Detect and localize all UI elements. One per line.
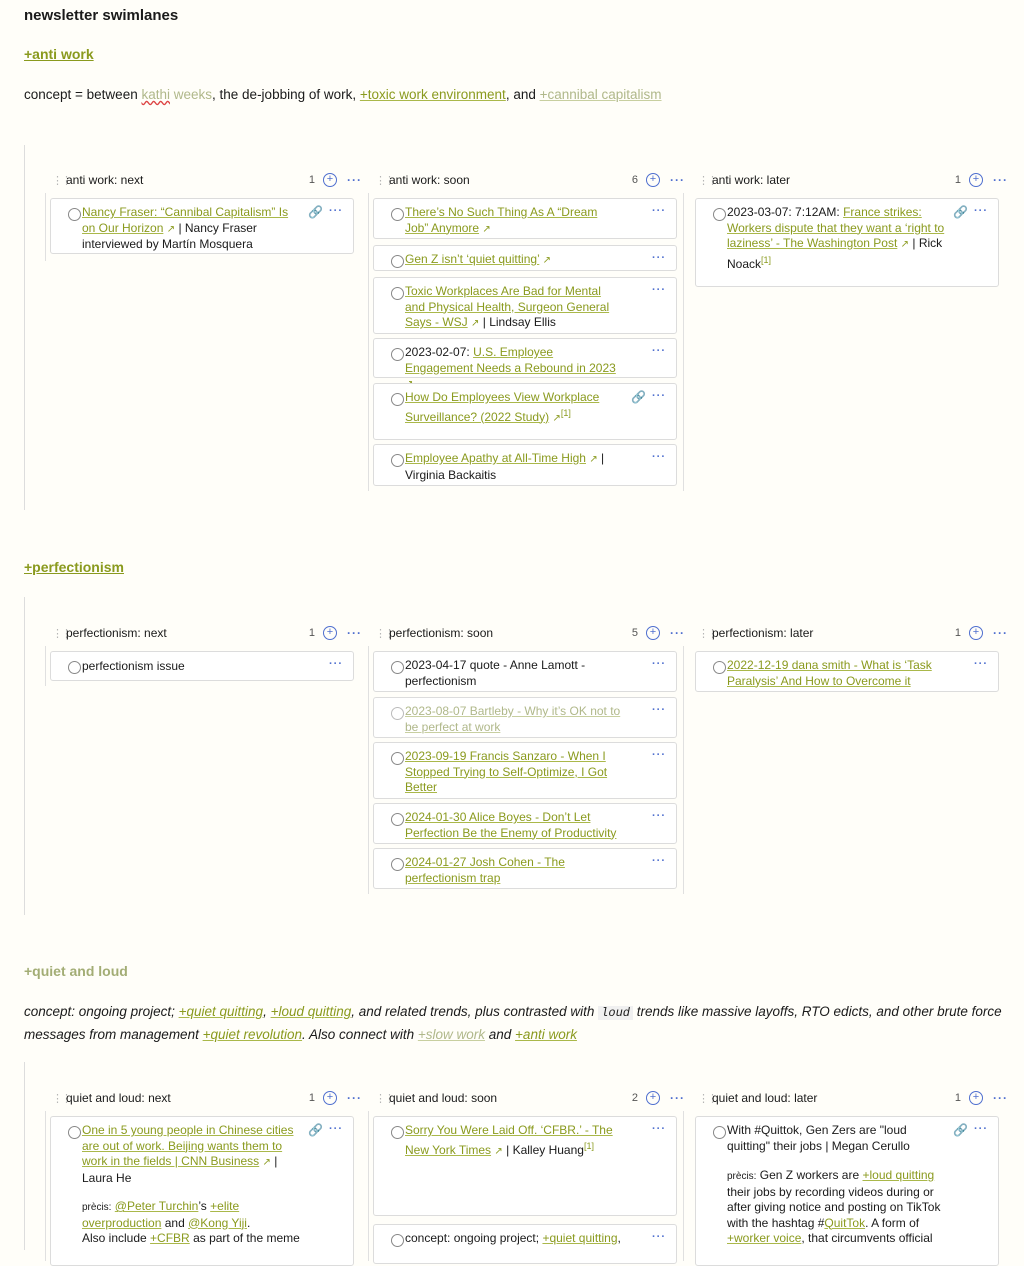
checkbox[interactable] (713, 661, 726, 674)
card-menu-icon[interactable]: ··· (652, 855, 666, 867)
column-count: 2 (631, 1092, 638, 1104)
external-link-icon: ↗ (494, 1145, 503, 1157)
external-link-icon: ↗ (552, 412, 561, 424)
column-title: anti work: next (66, 173, 144, 187)
section-divider (24, 1062, 25, 1250)
column-count: 1 (954, 174, 961, 186)
checkbox[interactable] (391, 858, 404, 871)
drag-handle-icon[interactable]: ⋮⋮ (698, 1092, 716, 1105)
card[interactable]: 2023-03-07: 7:12AM: France strikes: Workers dispute that they want a ‘right to laziness’ - The Washington Post ↗ | Rick Noack[1] 🔗 ··· (695, 198, 999, 287)
card-menu-icon[interactable]: ··· (652, 345, 666, 357)
card-link[interactable]: 2024-01-30 Alice Boyes - Don’t Let Perfection Be the Enemy of Productivity (405, 810, 617, 840)
checkbox[interactable] (391, 1234, 404, 1247)
column-menu-icon[interactable]: ··· (993, 1091, 1008, 1105)
link-quiet-revolution[interactable]: +quiet revolution (202, 1027, 303, 1042)
external-link-icon: ↗ (166, 223, 176, 235)
card[interactable]: concept: ongoing project; +quiet quitting, ··· (373, 1224, 677, 1264)
card-menu-icon[interactable]: ··· (652, 252, 666, 264)
card-menu-icon[interactable]: ··· (652, 284, 666, 296)
external-link-icon: ↗ (471, 318, 480, 329)
drag-handle-icon[interactable]: ⋮⋮ (698, 174, 716, 187)
external-link-icon: ↗ (262, 1157, 271, 1168)
external-link-icon: ↗ (482, 223, 491, 235)
card[interactable]: How Do Employees View Workplace Surveillance? (2022 Study) ↗[1] 🔗 ··· (373, 383, 677, 440)
inline-code: loud (598, 1006, 633, 1020)
card-link[interactable]: 2024-01-27 Josh Cohen - The perfectionism trap (405, 855, 565, 885)
link-slow-work[interactable]: +slow work (417, 1027, 486, 1042)
tag-link[interactable]: +loud quitting (862, 1168, 935, 1182)
card-link[interactable]: There’s No Such Thing As A “Dream Job” Anymore (405, 205, 598, 235)
column-count: 6 (631, 174, 638, 186)
column-count: 1 (954, 627, 961, 639)
add-card-icon[interactable]: + (646, 626, 660, 640)
card-menu-icon[interactable]: ··· (974, 205, 988, 217)
card[interactable] (373, 697, 677, 738)
card-menu-icon[interactable]: ··· (329, 1123, 343, 1135)
drag-handle-icon[interactable]: ⋮⋮ (52, 1092, 70, 1105)
card-menu-icon[interactable]: ··· (652, 658, 666, 670)
column-count: 1 (308, 1092, 315, 1104)
checkbox[interactable] (391, 255, 404, 268)
card[interactable]: With #Quittok, Gen Zers are "loud quitting" their jobs | Megan Cerullo prècis: Gen Z workers are +loud quitting their jobs by recording videos during or after giving notice and posting on TikTok with the hashtag #QuitTok. A form of +worker voice, that circumvents official 🔗 ··· (695, 1116, 999, 1266)
column-menu-icon[interactable]: ··· (347, 173, 362, 187)
column-title: perfectionism: later (712, 626, 814, 640)
card-link[interactable]: Gen Z isn’t ‘quiet quitting’ (405, 252, 540, 266)
card[interactable]: perfectionism issue ··· (50, 651, 354, 681)
checkbox[interactable] (391, 348, 404, 361)
card-menu-icon[interactable]: ··· (329, 658, 343, 670)
tag-link[interactable]: +elite overproduction (82, 1199, 240, 1230)
checkbox[interactable] (68, 1126, 81, 1139)
card-menu-icon[interactable]: ··· (652, 451, 666, 463)
card-link[interactable]: One in 5 young people in Chinese cities are out of work. Beijing wants them to work in the fields | CNN Business (82, 1123, 294, 1168)
checkbox[interactable] (391, 208, 404, 221)
section-heading-quiet-and-loud[interactable]: +quiet and loud (24, 963, 128, 979)
link-quiet-quitting[interactable]: +quiet quitting (178, 1004, 264, 1019)
drag-handle-icon[interactable]: ⋮⋮ (52, 174, 70, 187)
column-title: perfectionism: soon (389, 626, 494, 640)
checkbox[interactable] (391, 1126, 404, 1139)
section-heading-perfectionism[interactable]: +perfectionism (24, 559, 124, 575)
column-menu-icon[interactable]: ··· (993, 626, 1008, 640)
link-icon[interactable]: 🔗 (308, 1123, 323, 1137)
card-menu-icon[interactable]: ··· (974, 658, 988, 670)
external-link-icon: ↗ (542, 255, 552, 266)
link-toxic-work-environment[interactable]: +toxic work environment (359, 87, 506, 102)
drag-handle-icon[interactable]: ⋮⋮ (698, 627, 716, 640)
checkbox[interactable] (713, 1126, 726, 1139)
card[interactable] (373, 198, 677, 239)
card[interactable]: Toxic Workplaces Are Bad for Mental and Physical Health, Surgeon General Says - WSJ ↗ | Lindsay Ellis ··· (373, 277, 677, 334)
card-link[interactable]: 2022-12-19 dana smith - What is ‘Task Paralysis’ And How to Overcome it (727, 658, 932, 688)
card-link[interactable]: 2023-08-07 Bartleby - Why it’s OK not to be perfect at work (405, 704, 621, 734)
add-card-icon[interactable]: + (646, 1091, 660, 1105)
add-card-icon[interactable]: + (323, 173, 337, 187)
card-menu-icon[interactable]: ··· (652, 810, 666, 822)
tag-link[interactable]: +worker voice (727, 1231, 802, 1245)
card-link[interactable]: +quiet quitting (542, 1231, 618, 1245)
mention-link[interactable]: @Peter Turchin (114, 1199, 199, 1213)
card[interactable]: Sorry You Were Laid Off. ‘CFBR.’ - The New York Times ↗ | Kalley Huang[1] ··· (373, 1116, 677, 1216)
card[interactable]: 2023-04-17 quote - Anne Lamott - perfectionism ··· (373, 651, 677, 692)
card[interactable]: Employee Apathy at All-Time High ↗ | Virginia Backaitis ··· (373, 444, 677, 486)
column-count: 5 (631, 627, 638, 639)
card[interactable] (373, 245, 677, 271)
card-menu-icon[interactable]: ··· (652, 704, 666, 716)
card[interactable] (373, 848, 677, 889)
card-link[interactable]: France strikes: Workers dispute that they want a ‘right to laziness’ - The Washington Post (727, 205, 945, 250)
card-link[interactable]: U.S. Employee Engagement Needs a Rebound in 2023 (405, 345, 616, 375)
add-card-icon[interactable]: + (969, 173, 983, 187)
card[interactable]: Nancy Fraser: “Cannibal Capitalism” Is on Our Horizon ↗ | Nancy Fraser interviewed by Martín Mosquera 🔗 ··· (50, 198, 354, 254)
column-title: quiet and loud: next (66, 1091, 171, 1105)
column-title: quiet and loud: later (712, 1091, 818, 1105)
quiet-loud-concept: concept: ongoing project; +quiet quitting, +loud quitting, and related trends, plus contrasted with loud trends like massive layoffs, RTO edicts, and other brute force messages from management +quiet revolution. Also connect with +slow work and +anti work (24, 1004, 1002, 1042)
card[interactable] (373, 742, 677, 799)
drag-handle-icon[interactable]: ⋮⋮ (52, 627, 70, 640)
column-menu-icon[interactable]: ··· (347, 626, 362, 640)
add-card-icon[interactable]: + (969, 1091, 983, 1105)
anti-work-concept: concept = between kathi weeks, the de-jobbing of work, +toxic work environment, and +cannibal capitalism (24, 87, 662, 102)
column-count: 1 (308, 627, 315, 639)
add-card-icon[interactable]: + (969, 626, 983, 640)
external-link-icon: ↗ (589, 454, 598, 465)
column-menu-icon[interactable]: ··· (993, 173, 1008, 187)
card[interactable] (373, 803, 677, 844)
card-link[interactable]: Nancy Fraser: “Cannibal Capitalism” Is on Our Horizon (82, 205, 289, 235)
card-link[interactable]: How Do Employees View Workplace Surveillance? (2022 Study) (405, 390, 600, 424)
mention-link[interactable]: @Kong Yiji (188, 1215, 247, 1230)
tag-link[interactable]: +CFBR (150, 1231, 190, 1245)
link-anti-work[interactable]: +anti work (515, 1027, 577, 1042)
card-link[interactable]: Sorry You Were Laid Off. ‘CFBR.’ - The New York Times (405, 1123, 613, 1157)
drag-handle-icon[interactable]: ⋮⋮ (375, 627, 393, 640)
card-menu-icon[interactable]: ··· (974, 1123, 988, 1135)
drag-handle-icon[interactable]: ⋮⋮ (375, 174, 393, 187)
link-icon[interactable]: 🔗 (631, 390, 646, 404)
card-menu-icon[interactable]: ··· (652, 205, 666, 217)
card-menu-icon[interactable]: ··· (652, 390, 666, 402)
checkbox[interactable] (391, 287, 404, 300)
checkbox[interactable] (391, 752, 404, 765)
add-card-icon[interactable]: + (646, 173, 660, 187)
card-menu-icon[interactable]: ··· (652, 1231, 666, 1243)
column-menu-icon[interactable]: ··· (347, 1091, 362, 1105)
section-divider (24, 145, 25, 510)
page-title: newsletter swimlanes (24, 7, 179, 24)
card-link[interactable]: Employee Apathy at All-Time High (405, 451, 586, 465)
column-title: anti work: later (712, 173, 791, 187)
column-menu-icon[interactable]: ··· (670, 173, 685, 187)
checkbox[interactable] (68, 208, 81, 221)
column-title: anti work: soon (389, 173, 470, 187)
card[interactable]: 2023-02-07: U.S. Employee Engagement Needs a Rebound in 2023 ··· (373, 338, 677, 378)
card-menu-icon[interactable]: ··· (652, 1123, 666, 1135)
checkbox[interactable] (713, 208, 726, 221)
link-icon[interactable]: 🔗 (953, 1123, 968, 1137)
link-cannibal-capitalism[interactable]: +cannibal capitalism (539, 87, 662, 102)
link-loud-quitting[interactable]: +loud quitting (270, 1004, 352, 1019)
link-kathi[interactable]: kathi (141, 87, 170, 102)
hashtag-link[interactable]: QuitTok (824, 1215, 866, 1230)
card-menu-icon[interactable]: ··· (652, 749, 666, 761)
checkbox[interactable] (391, 454, 404, 467)
link-weeks[interactable]: weeks (170, 87, 213, 102)
column-menu-icon[interactable]: ··· (670, 626, 685, 640)
card-link[interactable]: 2023-09-19 Francis Sanzaro - When I Stopped Trying to Self-Optimize, I Got Better (405, 749, 608, 794)
checkbox[interactable] (68, 661, 81, 674)
section-heading-anti-work[interactable]: +anti work (24, 46, 94, 62)
column-count: 1 (954, 1092, 961, 1104)
add-card-icon[interactable]: + (323, 1091, 337, 1105)
column-title: quiet and loud: soon (389, 1091, 498, 1105)
checkbox[interactable] (391, 707, 404, 720)
column-menu-icon[interactable]: ··· (670, 1091, 685, 1105)
checkbox[interactable] (391, 661, 404, 674)
external-link-icon: ↗ (900, 239, 910, 250)
card[interactable] (695, 651, 999, 692)
card[interactable]: One in 5 young people in Chinese cities are out of work. Beijing wants them to work in the fields | CNN Business ↗ | Laura He prècis: @Peter Turchin’s +elite overproduction and @Kong Yiji. Also include +CFBR as part of the meme 🔗 ··· (50, 1116, 354, 1266)
checkbox[interactable] (391, 813, 404, 826)
section-divider (24, 597, 25, 915)
link-icon[interactable]: 🔗 (308, 205, 323, 219)
card-menu-icon[interactable]: ··· (329, 205, 343, 217)
drag-handle-icon[interactable]: ⋮⋮ (375, 1092, 393, 1105)
link-icon[interactable]: 🔗 (953, 205, 968, 219)
checkbox[interactable] (391, 393, 404, 406)
card-link[interactable]: Toxic Workplaces Are Bad for Mental and Physical Health, Surgeon General Says - WSJ (405, 284, 610, 329)
column-count: 1 (308, 174, 315, 186)
add-card-icon[interactable]: + (323, 626, 337, 640)
column-title: perfectionism: next (66, 626, 167, 640)
